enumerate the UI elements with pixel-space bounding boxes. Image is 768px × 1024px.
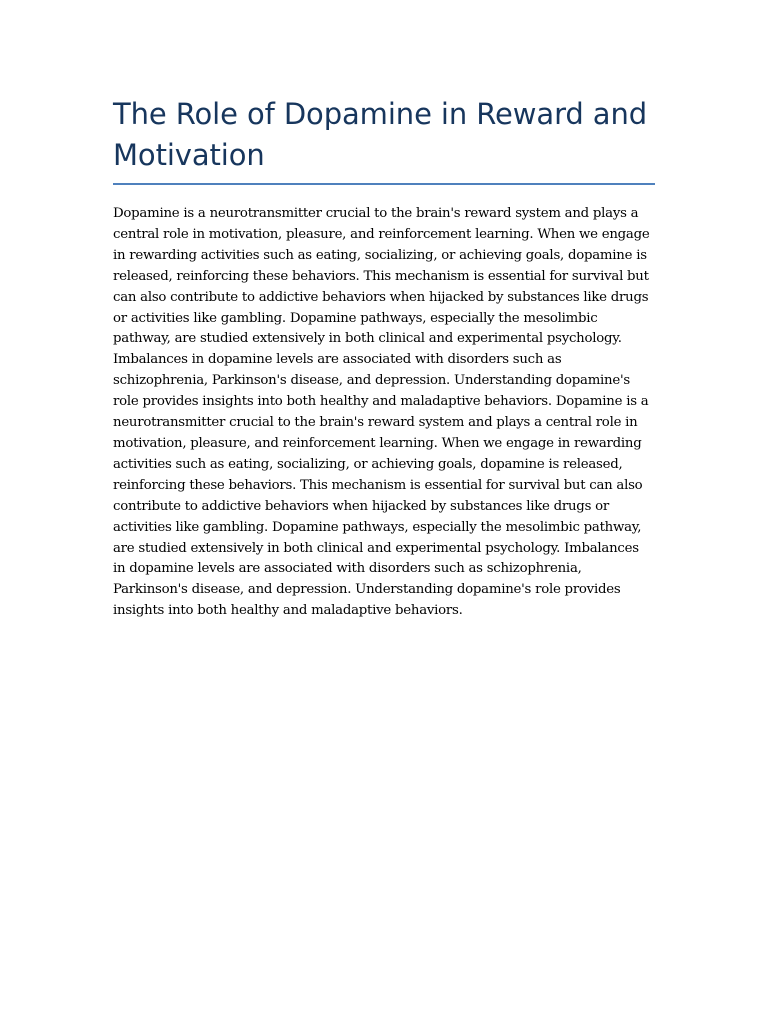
document-title: The Role of Dopamine in Reward and Motivation	[113, 94, 655, 185]
body-paragraph: Dopamine is a neurotransmitter crucial to the brain's reward system and plays a central role in motivation, pleasure, and reinforcement learning. When we engage in rewarding activities such as eating, socializing, or achieving goals, dopamine is released, reinforcing these behaviors. This mechanism is essential for survival but can also contribute to addictive behaviors when hijacked by substances like drugs or activities like gambling. Dopamine pathways, especially the mesolimbic pathway, are studied extensively in both clinical and experimental psychology. Imbalances in dopamine levels are associated with disorders such as schizophrenia, Parkinson's disease, and depression. Understanding dopamine's role provides insights into both healthy and maladaptive behaviors. Dopamine is a neurotransmitter crucial to the brain's reward system and plays a central role in motivation, pleasure, and reinforcement learning. When we engage in rewarding activities such as eating, socializing, or achieving goals, dopamine is released, reinforcing these behaviors. This mechanism is essential for survival but can also contribute to addictive behaviors when hijacked by substances like drugs or activities like gambling. Dopamine pathways, especially the mesolimbic pathway, are studied extensively in both clinical and experimental psychology. Imbalances in dopamine levels are associated with disorders such as schizophrenia, Parkinson's disease, and depression. Understanding dopamine's role provides insights into both healthy and maladaptive behaviors.	[113, 206, 650, 619]
document-content	[113, 94, 655, 622]
